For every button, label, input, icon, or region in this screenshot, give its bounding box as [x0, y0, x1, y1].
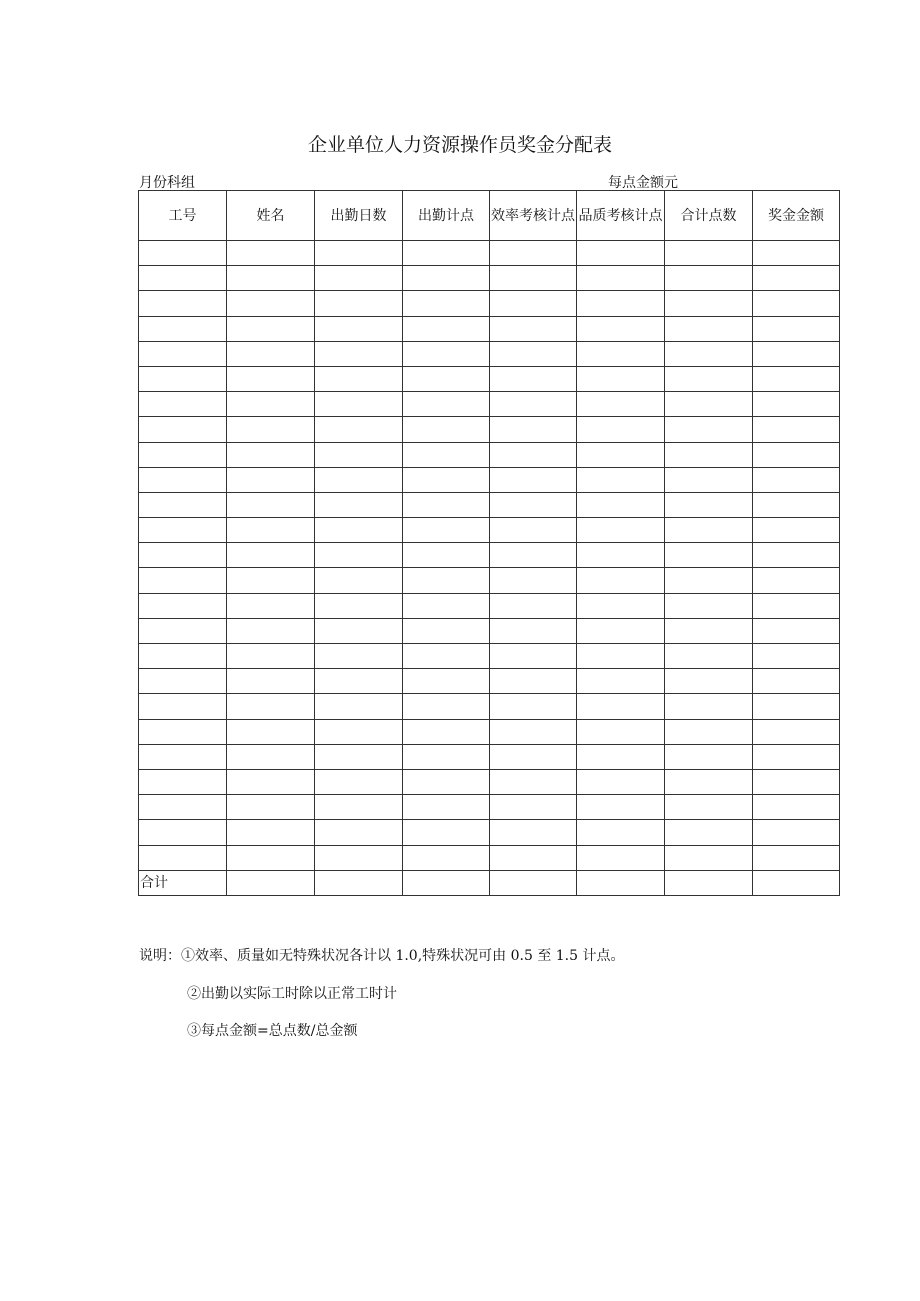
table-cell — [490, 568, 577, 593]
table-cell — [665, 266, 753, 291]
table-row — [139, 492, 840, 517]
table-cell — [753, 694, 840, 719]
table-cell — [753, 341, 840, 366]
table-cell — [315, 316, 403, 341]
table-cell — [665, 870, 753, 895]
table-row — [139, 845, 840, 870]
table-cell — [577, 744, 665, 769]
table-cell — [490, 820, 577, 845]
table-cell — [227, 719, 315, 744]
table-cell — [665, 442, 753, 467]
table-cell — [227, 744, 315, 769]
table-row — [139, 341, 840, 366]
table-cell — [577, 241, 665, 266]
table-cell — [665, 492, 753, 517]
table-cell — [665, 291, 753, 316]
table-cell — [315, 820, 403, 845]
table-cell — [753, 366, 840, 391]
table-cell — [577, 845, 665, 870]
table-cell — [227, 392, 315, 417]
table-cell — [753, 492, 840, 517]
table-cell — [227, 492, 315, 517]
table-cell — [577, 467, 665, 492]
table-cell — [403, 291, 490, 316]
table-cell — [227, 518, 315, 543]
table-cell — [577, 593, 665, 618]
table-cell — [227, 769, 315, 794]
bonus-table — [138, 190, 840, 896]
table-cell — [753, 744, 840, 769]
table-cell — [139, 417, 227, 442]
table-cell — [577, 518, 665, 543]
table-cell — [665, 820, 753, 845]
table-cell — [403, 467, 490, 492]
table-cell — [227, 593, 315, 618]
table-cell — [577, 366, 665, 391]
table-cell — [227, 341, 315, 366]
table-cell — [139, 593, 227, 618]
table-cell — [403, 769, 490, 794]
table-cell — [139, 669, 227, 694]
table-cell — [315, 568, 403, 593]
table-row — [139, 769, 840, 794]
table-row — [139, 467, 840, 492]
table-row — [139, 543, 840, 568]
table-cell — [403, 442, 490, 467]
table-cell — [665, 543, 753, 568]
document-title: 企业单位人力资源操作员奖金分配表 — [307, 134, 612, 156]
table-cell — [665, 366, 753, 391]
table-cell — [315, 241, 403, 266]
table-cell — [139, 341, 227, 366]
table-cell — [665, 467, 753, 492]
table-cell — [665, 316, 753, 341]
table-cell — [315, 518, 403, 543]
note-line-2: ②出勤以实际工时除以正常工时计 — [187, 986, 397, 1002]
table-cell — [665, 593, 753, 618]
table-cell — [753, 719, 840, 744]
table-cell — [490, 316, 577, 341]
table-cell — [227, 241, 315, 266]
table-cell — [490, 467, 577, 492]
table-cell — [577, 769, 665, 794]
table-cell — [665, 769, 753, 794]
table-cell — [490, 241, 577, 266]
table-cell — [490, 719, 577, 744]
table-cell — [577, 417, 665, 442]
table-cell — [403, 241, 490, 266]
table-cell — [403, 518, 490, 543]
table-cell — [577, 291, 665, 316]
table-cell — [490, 870, 577, 895]
per-point-amount-label: 每点金额元 — [608, 175, 678, 191]
table-row — [139, 719, 840, 744]
table-cell — [577, 870, 665, 895]
table-cell — [227, 442, 315, 467]
table-cell — [753, 518, 840, 543]
table-cell — [403, 644, 490, 669]
table-cell — [753, 543, 840, 568]
table-cell — [753, 845, 840, 870]
table-cell — [577, 316, 665, 341]
table-cell — [577, 669, 665, 694]
note-line-3: ③每点金额=总点数/总金额 — [187, 1023, 358, 1039]
table-cell — [139, 518, 227, 543]
table-cell — [227, 316, 315, 341]
table-cell — [753, 669, 840, 694]
table-cell — [403, 341, 490, 366]
table-cell — [753, 870, 840, 895]
table-cell — [403, 392, 490, 417]
table-cell — [490, 518, 577, 543]
table-cell — [139, 291, 227, 316]
table-cell — [139, 543, 227, 568]
table-cell — [490, 593, 577, 618]
table-cell — [753, 593, 840, 618]
table-cell — [315, 644, 403, 669]
header-cell: 合计点数 — [665, 191, 753, 241]
table-cell — [753, 291, 840, 316]
table-cell — [227, 820, 315, 845]
table-cell — [665, 341, 753, 366]
table-cell — [139, 568, 227, 593]
note-line-1: 说明：①效率、质量如无特殊状况各计以 1.0,特殊状况可由 0.5 至 1.5 计点。 — [139, 948, 625, 964]
table-cell — [315, 417, 403, 442]
table-cell — [403, 618, 490, 643]
table-cell — [227, 467, 315, 492]
table-cell — [139, 845, 227, 870]
table-cell — [753, 442, 840, 467]
table-cell — [227, 618, 315, 643]
table-cell — [139, 266, 227, 291]
table-cell — [139, 442, 227, 467]
table-cell — [577, 618, 665, 643]
table-cell — [403, 316, 490, 341]
table-row — [139, 266, 840, 291]
table-cell — [403, 593, 490, 618]
table-cell — [753, 820, 840, 845]
table-cell — [490, 291, 577, 316]
table-row — [139, 291, 840, 316]
table-cell — [139, 719, 227, 744]
table-row — [139, 644, 840, 669]
table-row — [139, 795, 840, 820]
table-cell — [315, 744, 403, 769]
table-cell — [665, 392, 753, 417]
table-cell — [753, 644, 840, 669]
table-cell — [490, 669, 577, 694]
table-cell — [490, 442, 577, 467]
table-row — [139, 442, 840, 467]
table-cell — [315, 467, 403, 492]
table-cell — [315, 492, 403, 517]
table-cell — [139, 241, 227, 266]
table-cell — [577, 719, 665, 744]
table-cell — [753, 316, 840, 341]
table-cell — [227, 795, 315, 820]
table-cell — [665, 417, 753, 442]
table-cell — [753, 417, 840, 442]
table-cell — [227, 669, 315, 694]
table-cell — [490, 795, 577, 820]
table-cell — [139, 795, 227, 820]
table-cell — [139, 618, 227, 643]
table-row — [139, 593, 840, 618]
table-cell — [139, 392, 227, 417]
table-cell — [753, 241, 840, 266]
table-cell — [227, 291, 315, 316]
table-cell — [753, 266, 840, 291]
table-cell — [403, 719, 490, 744]
table-cell — [403, 366, 490, 391]
table-cell — [315, 291, 403, 316]
table-cell — [753, 392, 840, 417]
table-cell — [139, 644, 227, 669]
total-row — [139, 870, 840, 895]
table-cell — [665, 744, 753, 769]
table-cell — [753, 795, 840, 820]
table-cell — [665, 644, 753, 669]
table-cell — [403, 492, 490, 517]
table-cell — [577, 392, 665, 417]
table-cell — [577, 442, 665, 467]
table-cell — [577, 492, 665, 517]
table-cell — [227, 694, 315, 719]
table-cell — [665, 694, 753, 719]
table-cell — [577, 266, 665, 291]
table-cell — [315, 543, 403, 568]
table-cell — [490, 644, 577, 669]
header-cell: 奖金金额 — [753, 191, 840, 241]
total-label: 合计 — [139, 870, 227, 895]
table-cell — [315, 870, 403, 895]
table-cell — [577, 644, 665, 669]
table-cell — [315, 341, 403, 366]
table-cell — [577, 543, 665, 568]
table-cell — [315, 769, 403, 794]
table-row — [139, 392, 840, 417]
table-cell — [227, 543, 315, 568]
table-cell — [315, 593, 403, 618]
table-cell — [490, 266, 577, 291]
table-cell — [490, 366, 577, 391]
table-cell — [403, 744, 490, 769]
table-cell — [577, 341, 665, 366]
table-cell — [490, 694, 577, 719]
table-cell — [227, 845, 315, 870]
table-row — [139, 820, 840, 845]
header-cell: 出勤日数 — [315, 191, 403, 241]
table-cell — [403, 543, 490, 568]
table-cell — [665, 845, 753, 870]
table-cell — [665, 241, 753, 266]
month-section-label: 月份科组 — [139, 175, 195, 191]
table-cell — [227, 266, 315, 291]
table-cell — [315, 366, 403, 391]
table-cell — [665, 568, 753, 593]
table-cell — [315, 669, 403, 694]
table-cell — [403, 568, 490, 593]
table-cell — [139, 820, 227, 845]
table-cell — [753, 618, 840, 643]
header-cell: 姓名 — [227, 191, 315, 241]
table-cell — [227, 366, 315, 391]
header-cell: 工号 — [139, 191, 227, 241]
table-row — [139, 366, 840, 391]
table-cell — [577, 568, 665, 593]
table-cell — [490, 543, 577, 568]
table-cell — [490, 769, 577, 794]
table-cell — [665, 719, 753, 744]
table-cell — [403, 870, 490, 895]
table-cell — [577, 820, 665, 845]
table-row — [139, 241, 840, 266]
table-cell — [490, 417, 577, 442]
header-cell: 出勤计点 — [403, 191, 490, 241]
table-cell — [139, 744, 227, 769]
table-cell — [227, 644, 315, 669]
table-cell — [139, 316, 227, 341]
table-cell — [315, 266, 403, 291]
table-cell — [315, 795, 403, 820]
table-cell — [315, 442, 403, 467]
table-cell — [753, 467, 840, 492]
table-row — [139, 417, 840, 442]
header-cell: 品质考核计点 — [577, 191, 665, 241]
table-cell — [139, 694, 227, 719]
table-row — [139, 316, 840, 341]
table-row — [139, 618, 840, 643]
table-cell — [753, 568, 840, 593]
table-cell — [490, 744, 577, 769]
table-cell — [227, 417, 315, 442]
table-cell — [577, 694, 665, 719]
table-cell — [665, 795, 753, 820]
table-cell — [139, 492, 227, 517]
table-cell — [490, 845, 577, 870]
table-row — [139, 744, 840, 769]
table-cell — [139, 467, 227, 492]
table-cell — [665, 669, 753, 694]
table-cell — [403, 694, 490, 719]
table-cell — [403, 266, 490, 291]
table-row — [139, 694, 840, 719]
table-row — [139, 518, 840, 543]
table-cell — [315, 719, 403, 744]
table-cell — [403, 795, 490, 820]
table-cell — [403, 669, 490, 694]
table-cell — [139, 366, 227, 391]
table-cell — [139, 769, 227, 794]
table-row — [139, 669, 840, 694]
table-cell — [665, 618, 753, 643]
table-cell — [315, 694, 403, 719]
table-cell — [403, 845, 490, 870]
table-cell — [490, 492, 577, 517]
table-header-row — [139, 191, 840, 241]
table-cell — [227, 870, 315, 895]
table-cell — [315, 392, 403, 417]
header-cell: 效率考核计点 — [490, 191, 577, 241]
table-cell — [227, 568, 315, 593]
table-cell — [490, 392, 577, 417]
table-cell — [753, 769, 840, 794]
table-cell — [665, 518, 753, 543]
table-cell — [490, 341, 577, 366]
table-cell — [490, 618, 577, 643]
table-row — [139, 568, 840, 593]
table-cell — [315, 845, 403, 870]
table-cell — [403, 417, 490, 442]
table-body — [139, 241, 840, 896]
table-cell — [577, 795, 665, 820]
table-cell — [403, 820, 490, 845]
table-cell — [315, 618, 403, 643]
